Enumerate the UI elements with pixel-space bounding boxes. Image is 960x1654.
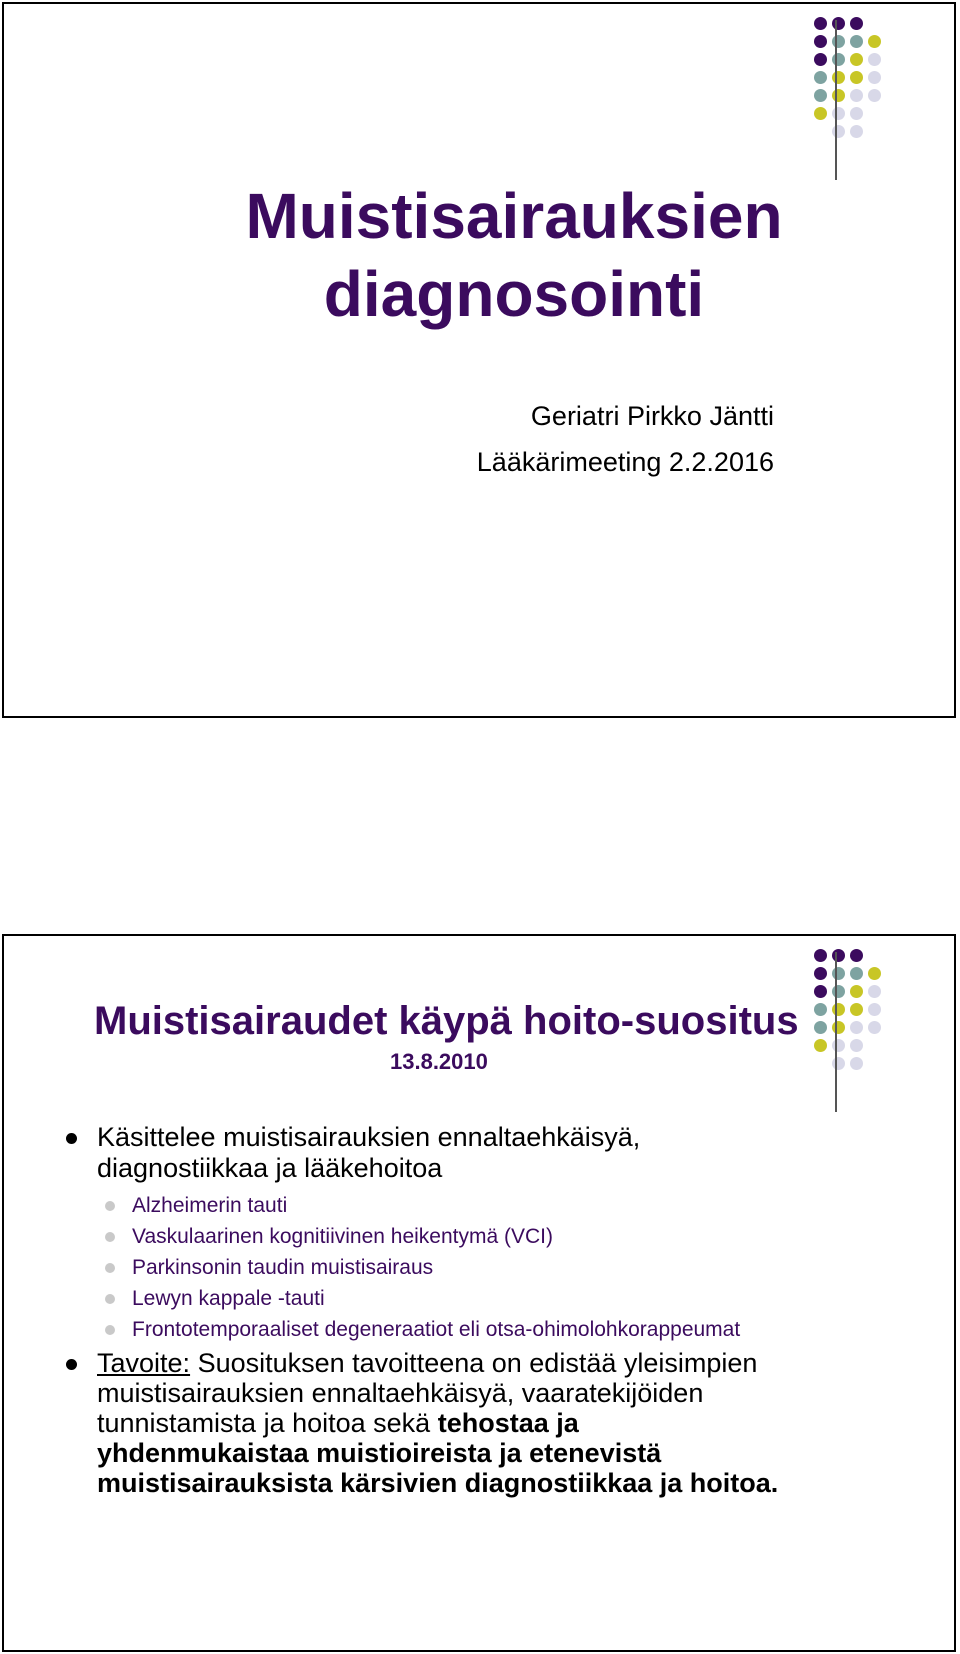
goal-text-3-bold: tehostaa ja: [437, 1408, 579, 1438]
decorative-dot: [832, 107, 845, 120]
goal-text-1: Suosituksen tavoitteena on edistää yleisimpien: [190, 1348, 758, 1378]
event-line: Lääkärimeeting 2.2.2016: [476, 447, 774, 477]
bullet-goal-line-2: muistisairauksien ennaltaehkäisyä, vaaratekijöiden: [97, 1378, 704, 1408]
decorative-dot: [850, 967, 863, 980]
sub-bullet: Vaskulaarinen kognitiivinen heikentymä (VCI): [132, 1223, 553, 1251]
decorative-dot: [832, 71, 845, 84]
bullet-goal-line-3: [97, 1408, 778, 1438]
author-line: Geriatri Pirkko Jäntti: [530, 401, 774, 431]
slide-date: 13.8.2010: [390, 1049, 488, 1074]
decorative-dot: [832, 949, 845, 962]
slide-title-line-2: diagnosointi: [323, 258, 705, 330]
decorative-dot: [814, 967, 827, 980]
decorative-dot: [832, 35, 845, 48]
bullet-goal-line-5: muistisairauksista kärsivien diagnostiikkaa ja hoitoa.: [97, 1468, 779, 1498]
decorative-dot: [850, 17, 863, 30]
decorative-dot: [814, 71, 827, 84]
decorative-vertical-line: [835, 20, 837, 180]
decorative-dot: [868, 71, 881, 84]
sub-bullet: Parkinsonin taudin muistisairaus: [132, 1254, 433, 1282]
decorative-dot: [868, 89, 881, 102]
decorative-dot: [832, 17, 845, 30]
slide-title-line-1: Muistisairauksien: [245, 180, 783, 252]
decorative-dot: [832, 967, 845, 980]
decorative-dot: [868, 1021, 881, 1034]
decorative-dot: [868, 967, 881, 980]
decorative-dot: [850, 1039, 863, 1052]
bullet-goal: [97, 1348, 778, 1498]
decorative-dot-grid: [4, 4, 958, 204]
decorative-dot: [814, 1039, 827, 1052]
decorative-dot: [832, 1057, 845, 1070]
decorative-dot: [832, 1021, 845, 1034]
decorative-dot: [868, 35, 881, 48]
decorative-dot: [814, 89, 827, 102]
decorative-dot: [814, 53, 827, 66]
decorative-dot: [868, 53, 881, 66]
decorative-dot: [832, 1003, 845, 1016]
bullet-goal-line-4: yhdenmukaistaa muistioireista ja etenevistä: [97, 1438, 662, 1468]
decorative-dot: [850, 949, 863, 962]
slide-2: [2, 934, 956, 1652]
decorative-dot: [850, 985, 863, 998]
goal-label: Tavoite:: [97, 1348, 191, 1378]
decorative-dot: [850, 35, 863, 48]
decorative-dot: [850, 1003, 863, 1016]
decorative-dot: [868, 985, 881, 998]
decorative-dot: [850, 71, 863, 84]
decorative-dot: [850, 1057, 863, 1070]
decorative-dot: [832, 89, 845, 102]
decorative-dot: [814, 17, 827, 30]
decorative-dot: [868, 1003, 881, 1016]
sub-bullet: Lewyn kappale -tauti: [132, 1285, 325, 1313]
decorative-dot: [832, 985, 845, 998]
decorative-dot: [850, 125, 863, 138]
bullet-goal-line-1: [97, 1348, 778, 1378]
decorative-dot: [832, 125, 845, 138]
decorative-dot: [814, 985, 827, 998]
decorative-dot: [814, 1003, 827, 1016]
decorative-dot: [832, 53, 845, 66]
goal-text-3: tunnistamista ja hoitoa sekä: [97, 1408, 438, 1438]
slide-1: [2, 2, 956, 718]
decorative-dot: [814, 1021, 827, 1034]
decorative-dot: [814, 107, 827, 120]
decorative-dot: [832, 1039, 845, 1052]
decorative-dot: [850, 89, 863, 102]
decorative-dot: [850, 53, 863, 66]
bullet-scope: [97, 1122, 640, 1184]
decorative-vertical-line: [835, 952, 837, 1112]
sub-bullet: Alzheimerin tauti: [132, 1192, 287, 1220]
bullet-scope-line-2: diagnostiikkaa ja lääkehoitoa: [97, 1153, 443, 1183]
bullet-scope-line-1: Käsittelee muistisairauksien ennaltaehkäisyä,: [97, 1122, 641, 1152]
slide-title: Muistisairaudet käypä hoito-suositus: [94, 999, 799, 1043]
decorative-dot: [814, 949, 827, 962]
decorative-dot: [850, 1021, 863, 1034]
decorative-dot: [850, 107, 863, 120]
decorative-dot: [814, 35, 827, 48]
sub-bullet: Frontotemporaaliset degeneraatiot eli otsa-ohimolohkorappeumat: [132, 1316, 740, 1344]
slide-title: [124, 177, 904, 333]
